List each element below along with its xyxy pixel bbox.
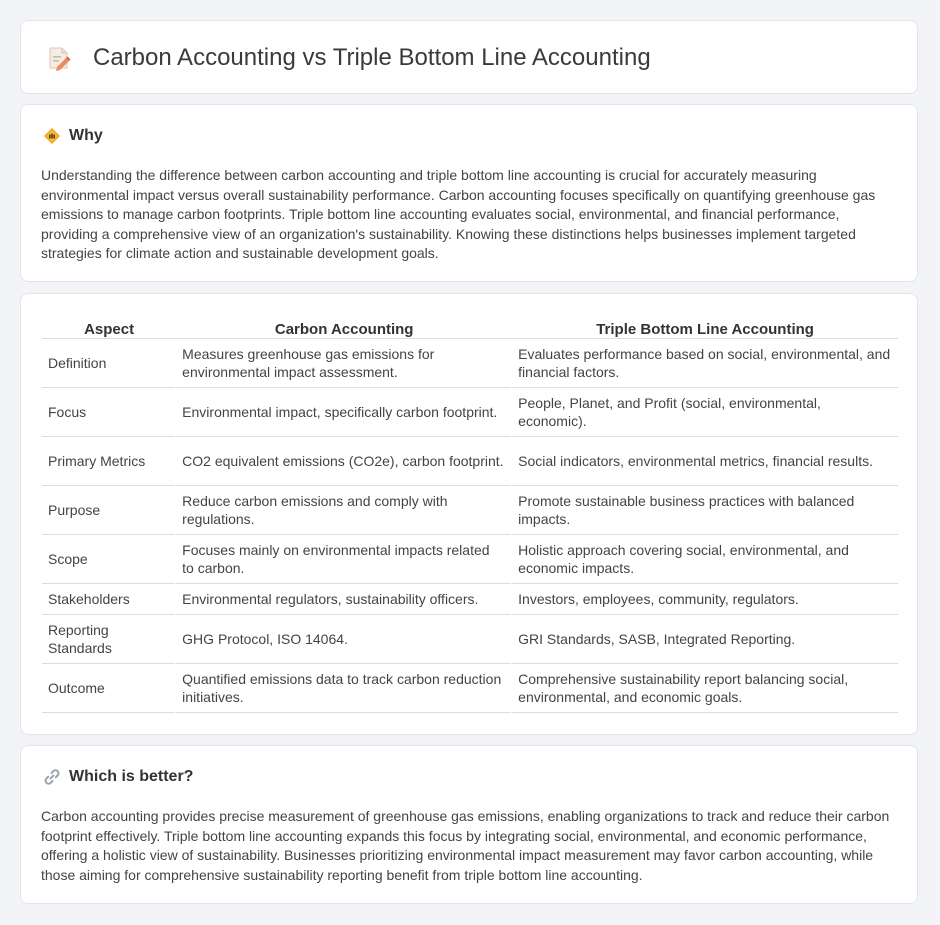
row-carbon: Environmental regulators, sustainability officers. bbox=[176, 584, 512, 615]
header-aspect: Aspect bbox=[42, 314, 176, 339]
row-tbl: Comprehensive sustainability report balancing social, environmental, and economic goals. bbox=[512, 664, 898, 713]
row-tbl: Promote sustainable business practices with balanced impacts. bbox=[512, 486, 898, 535]
table-header-row bbox=[42, 314, 898, 339]
link-icon bbox=[43, 768, 61, 786]
table-row bbox=[42, 339, 898, 388]
table-row bbox=[42, 615, 898, 664]
row-aspect: Stakeholders bbox=[42, 584, 176, 615]
why-heading: Why bbox=[69, 127, 103, 144]
row-tbl: Social indicators, environmental metrics, financial results. bbox=[512, 437, 898, 486]
row-carbon: Measures greenhouse gas emissions for environmental impact assessment. bbox=[176, 339, 512, 388]
row-aspect: Definition bbox=[42, 339, 176, 388]
row-carbon: Focuses mainly on environmental impacts related to carbon. bbox=[176, 535, 512, 584]
row-carbon: Reduce carbon emissions and comply with regulations. bbox=[176, 486, 512, 535]
row-carbon: Environmental impact, specifically carbon footprint. bbox=[176, 388, 512, 437]
row-carbon: Quantified emissions data to track carbon reduction initiatives. bbox=[176, 664, 512, 713]
row-tbl: GRI Standards, SASB, Integrated Reporting. bbox=[512, 615, 898, 664]
header-carbon-accounting: Carbon Accounting bbox=[176, 314, 512, 339]
better-header bbox=[43, 768, 193, 786]
title-card bbox=[20, 20, 918, 94]
why-header bbox=[43, 127, 103, 145]
table-row bbox=[42, 664, 898, 713]
row-tbl: Investors, employees, community, regulators. bbox=[512, 584, 898, 615]
which-better-section bbox=[20, 745, 918, 904]
comparison-section bbox=[20, 293, 918, 735]
comparison-table bbox=[42, 314, 898, 713]
row-tbl: People, Planet, and Profit (social, environmental, economic). bbox=[512, 388, 898, 437]
table-row bbox=[42, 388, 898, 437]
row-aspect: Purpose bbox=[42, 486, 176, 535]
row-aspect: Reporting Standards bbox=[42, 615, 176, 664]
row-aspect: Outcome bbox=[42, 664, 176, 713]
why-section bbox=[20, 104, 918, 282]
row-tbl: Evaluates performance based on social, environmental, and financial factors. bbox=[512, 339, 898, 388]
row-carbon: GHG Protocol, ISO 14064. bbox=[176, 615, 512, 664]
row-aspect: Scope bbox=[42, 535, 176, 584]
better-heading: Which is better? bbox=[69, 768, 194, 785]
document-pen-icon bbox=[47, 44, 71, 72]
row-carbon: CO2 equivalent emissions (CO2e), carbon footprint. bbox=[176, 437, 512, 486]
row-tbl: Holistic approach covering social, environmental, and economic impacts. bbox=[512, 535, 898, 584]
table-row bbox=[42, 535, 898, 584]
row-aspect: Primary Metrics bbox=[42, 437, 176, 486]
header-triple-bottom-line: Triple Bottom Line Accounting bbox=[512, 314, 898, 339]
table-row bbox=[42, 486, 898, 535]
title-row bbox=[47, 43, 651, 73]
table-row bbox=[42, 584, 898, 615]
page-title: Carbon Accounting vs Triple Bottom Line Accounting bbox=[93, 44, 651, 71]
warning-diamond-icon bbox=[43, 127, 61, 145]
better-body: Carbon accounting provides precise measurement of greenhouse gas emissions, enabling organizations to track and reduce their carbon footprint effectively. Triple bottom line accounting expands this focus by integrating social, environmental, and economic performance, offering a holistic view of sustainability. Businesses prioritizing environmental impact measurement may favor carbon accounting, while those aiming for comprehensive sustainability reporting benefit from triple bottom line accounting. bbox=[41, 808, 890, 883]
row-aspect: Focus bbox=[42, 388, 176, 437]
table-row bbox=[42, 437, 898, 486]
why-body: Understanding the difference between carbon accounting and triple bottom line accounting is crucial for accurately measuring environmental impact versus overall sustainability performance. Carbon accounting focuses specifically on quantifying greenhouse gas emissions to manage carbon footprints. Triple bottom line accounting evaluates social, environmental, and financial performance, providing a comprehensive view of an organization's sustainability. Knowing these distinctions helps businesses implement targeted strategies for climate action and sustainable development goals. bbox=[41, 167, 876, 261]
